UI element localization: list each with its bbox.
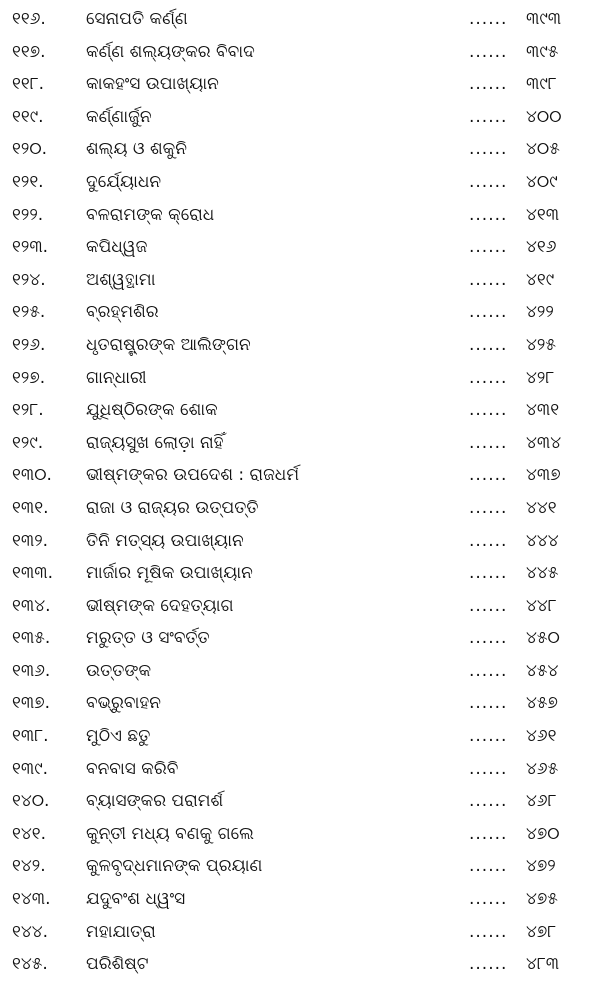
entry-number: ୧୩୯.	[12, 758, 49, 779]
dot-leader: ......	[469, 595, 508, 616]
dot-leader: ......	[469, 660, 508, 681]
dot-leader: ......	[469, 791, 508, 812]
page-number: ୪୪୮	[526, 595, 557, 616]
dot-leader: ......	[469, 400, 508, 421]
entry-number: ୧୪୫.	[12, 954, 48, 975]
dot-leader: ......	[469, 758, 508, 779]
entry-number: ୧୩୬.	[12, 660, 51, 681]
toc-entry	[0, 3, 600, 36]
dot-leader: ......	[469, 726, 508, 747]
page-number: ୪୫୭	[526, 693, 558, 714]
entry-number: ୧୨୦.	[12, 139, 48, 160]
entry-number: ୧୧୭.	[12, 41, 46, 62]
toc-entry	[0, 329, 600, 362]
toc-entry	[0, 296, 600, 329]
page-number: ୪୨୨	[526, 302, 554, 323]
toc-entry	[0, 36, 600, 69]
page-number: ୪୨୫	[526, 334, 556, 355]
entry-number: ୧୨୩.	[12, 237, 49, 258]
entry-number: ୧୨୨.	[12, 204, 44, 225]
dot-leader: ......	[469, 9, 508, 29]
toc-entry	[0, 101, 600, 134]
entry-title: ପରିଶିଷ୍ଟ	[86, 954, 149, 975]
dot-leader: ......	[469, 269, 508, 290]
dot-leader: ......	[469, 334, 508, 355]
entry-title: ବଳରାମଙ୍କ କ୍ରୋଧ	[86, 204, 215, 225]
entry-number: ୧୪୪.	[12, 921, 49, 942]
entry-title: କର୍ଣ୍ଣାର୍ଜୁନ	[86, 106, 152, 127]
page-number: ୪୧୩	[526, 204, 560, 225]
toc-entry	[0, 655, 600, 688]
entry-title: ଶଲ୍ୟ ଓ ଶକୁନି	[86, 139, 187, 160]
toc-entry	[0, 492, 600, 525]
entry-title: ଧୃତରାଷ୍ଟ୍ରଙ୍କ ଆଲିଙ୍ଗନ	[86, 334, 251, 355]
dot-leader: ......	[469, 497, 508, 518]
page-number: ୪୮୩	[526, 954, 560, 975]
page-number: ୪୬୧	[526, 726, 557, 747]
dot-leader: ......	[469, 171, 508, 192]
table-of-contents	[0, 3, 600, 981]
entry-number: ୧୨୫.	[12, 302, 46, 323]
toc-entry	[0, 459, 600, 492]
entry-number: ୧୪୩.	[12, 889, 51, 910]
toc-entry	[0, 850, 600, 883]
entry-title: ବ୍ରହ୍ମଶିର	[86, 302, 159, 323]
dot-leader: ......	[469, 628, 508, 649]
toc-entry	[0, 166, 600, 199]
page-number: ୩୯୩	[526, 9, 562, 29]
dot-leader: ......	[469, 954, 508, 975]
page-number: ୪୫୪	[526, 660, 559, 681]
entry-number: ୧୧୮.	[12, 74, 44, 95]
entry-number: ୧୧୯.	[12, 106, 44, 127]
dot-leader: ......	[469, 693, 508, 714]
entry-number: ୧୧୬.	[12, 9, 46, 29]
dot-leader: ......	[469, 432, 508, 453]
dot-leader: ......	[469, 921, 508, 942]
toc-entry	[0, 231, 600, 264]
entry-title: ଯଦୁବଂଶ ଧ୍ୱଂସ	[86, 889, 186, 910]
entry-number: ୧୨୧.	[12, 171, 44, 192]
entry-number: ୧୩୨.	[12, 530, 49, 551]
page-number: ୪୨୮	[526, 367, 555, 388]
dot-leader: ......	[469, 139, 508, 160]
page-number: ୪୭୮	[526, 921, 557, 942]
entry-title: କପିଧ୍ୱଜ	[86, 237, 148, 258]
dot-leader: ......	[469, 41, 508, 62]
entry-number: ୧୨୬.	[12, 334, 46, 355]
entry-number: ୧୪୦.	[12, 791, 50, 812]
entry-title: ମୁଠିଏ ଛତୁ	[86, 726, 151, 747]
entry-title: କୁନ୍ତୀ ମଧ୍ୟ ବଣକୁ ଗଲେ	[86, 823, 254, 844]
entry-title: ବ୍ୟାସଙ୍କର ପରାମର୍ଶ	[86, 791, 224, 812]
toc-entry	[0, 427, 600, 460]
toc-entry	[0, 753, 600, 786]
entry-number: ୧୨୯.	[12, 432, 44, 453]
page-number: ୪୭୨	[526, 856, 556, 877]
dot-leader: ......	[469, 367, 508, 388]
entry-title: ଅଶ୍ୱତ୍ଥାମା	[86, 269, 156, 290]
page-number: ୪୬୫	[526, 758, 559, 779]
entry-title: ଗାନ୍ଧାରୀ	[86, 367, 147, 388]
page-number: ୪୧୯	[526, 269, 555, 290]
toc-entry	[0, 883, 600, 916]
page-number: ୩୯୮	[526, 74, 557, 95]
toc-entry	[0, 133, 600, 166]
dot-leader: ......	[469, 823, 508, 844]
toc-entry	[0, 785, 600, 818]
page-number: ୪୪୪	[526, 530, 559, 551]
entry-title: କର୍ଣ୍ଣ ଶଲ୍ୟଙ୍କର ବିବାଦ	[86, 41, 255, 62]
page-number: ୪୦୦	[526, 106, 562, 127]
entry-number: ୧୪୧.	[12, 823, 47, 844]
entry-title: ସେନାପତି କର୍ଣ୍ଣ	[86, 9, 188, 29]
toc-entry	[0, 916, 600, 949]
dot-leader: ......	[469, 530, 508, 551]
page-number: ୪୫୦	[526, 628, 560, 649]
entry-number: ୧୩୮.	[12, 726, 49, 747]
page-number: ୪୭୦	[526, 823, 560, 844]
entry-title: ଭୀଷ୍ମଙ୍କ ଦେହତ୍ୟାଗ	[86, 595, 234, 616]
entry-number: ୧୩୪.	[12, 595, 51, 616]
toc-entry	[0, 394, 600, 427]
toc-entry	[0, 264, 600, 297]
entry-title: ରାଜା ଓ ରାଜ୍ୟର ଉତ୍ପତ୍ତି	[86, 497, 259, 518]
page-number: ୪୩୧	[526, 400, 560, 421]
toc-entry	[0, 818, 600, 851]
entry-title: କୁଳବୃଦ୍ଧମାନଙ୍କ ପ୍ରୟାଣ	[86, 856, 263, 877]
entry-title: କାକହଂସ ଉପାଖ୍ୟାନ	[86, 74, 219, 95]
dot-leader: ......	[469, 74, 508, 95]
page-number: ୩୯୫	[526, 41, 559, 62]
entry-number: ୧୨୭.	[12, 367, 46, 388]
toc-entry	[0, 557, 600, 590]
entry-number: ୧୩୧.	[12, 497, 49, 518]
page-number: ୪୭୫	[526, 889, 558, 910]
page-number: ୪୬୮	[526, 791, 557, 812]
entry-number: ୧୩୦.	[12, 465, 52, 486]
entry-title: ଉତ୍ତଙ୍କ	[86, 660, 152, 681]
entry-number: ୧୨୪.	[12, 269, 46, 290]
entry-title: ଭୀଷ୍ମଙ୍କର ଉପଦେଶ : ରାଜଧର୍ମ	[86, 465, 300, 486]
toc-entry	[0, 590, 600, 623]
dot-leader: ......	[469, 856, 508, 877]
toc-entry	[0, 720, 600, 753]
toc-entry	[0, 525, 600, 558]
entry-title: ବଭ୍ରୁବାହନ	[86, 693, 161, 714]
toc-entry	[0, 362, 600, 395]
entry-title: ମହାଯାତ୍ରା	[86, 921, 156, 942]
dot-leader: ......	[469, 889, 508, 910]
dot-leader: ......	[469, 563, 508, 584]
toc-entry	[0, 199, 600, 232]
page-number: ୪୪୫	[526, 563, 559, 584]
page-number: ୪୩୪	[526, 432, 562, 453]
toc-entry	[0, 622, 600, 655]
dot-leader: ......	[469, 237, 508, 258]
entry-title: ତିନି ମତ୍ସ୍ୟ ଉପାଖ୍ୟାନ	[86, 530, 244, 551]
entry-title: ରାଜ୍ୟସୁଖ ଲୋଡ଼ା ନାହିଁ	[86, 432, 224, 453]
entry-number: ୧୩୭.	[12, 693, 51, 714]
toc-entry	[0, 687, 600, 720]
entry-number: ୧୩୫.	[12, 628, 51, 649]
page-number: ୪୩୭	[526, 465, 561, 486]
entry-title: ମାର୍ଜାର ମୂଷିକ ଉପାଖ୍ୟାନ	[86, 563, 253, 584]
entry-title: ଯୁଧିଷ୍ଠିରଙ୍କ ଶୋକ	[86, 400, 218, 421]
toc-entry	[0, 68, 600, 101]
entry-number: ୧୨୮.	[12, 400, 44, 421]
page-number: ୪୪୧	[526, 497, 557, 518]
page-number: ୪୦୫	[526, 139, 560, 160]
dot-leader: ......	[469, 204, 508, 225]
dot-leader: ......	[469, 106, 508, 127]
entry-number: ୧୪୨.	[12, 856, 46, 877]
entry-title: ବନବାସ କରିବି	[86, 758, 179, 779]
entry-number: ୧୩୩.	[12, 563, 53, 584]
dot-leader: ......	[469, 465, 508, 486]
dot-leader: ......	[469, 302, 508, 323]
entry-title: ମରୁତ୍ତ ଓ ସଂବର୍ତ୍ତ	[86, 628, 210, 649]
page-number: ୪୦୯	[526, 171, 558, 192]
page-number: ୪୧୬	[526, 237, 557, 258]
entry-title: ଦୁର୍ଯ୍ୟୋଧନ	[86, 171, 162, 192]
